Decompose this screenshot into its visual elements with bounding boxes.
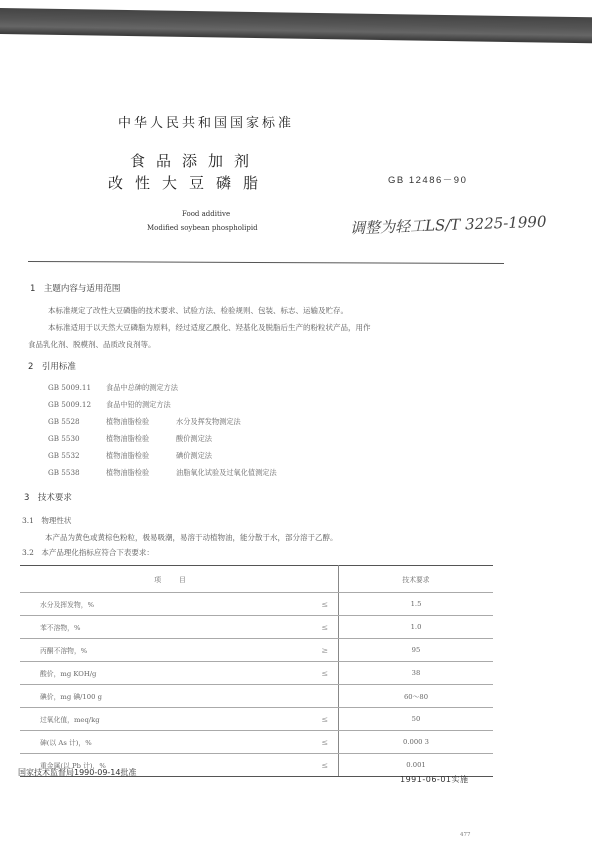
title-line-1: 食品添加剂 — [130, 152, 261, 170]
section-2-heading: 2 引用标准 — [28, 362, 76, 372]
header-requirement: 技术要求 — [339, 566, 494, 593]
ref-item: GB 5538 植物油脂检验 油脂氧化试验及过氧化值测定法 — [48, 468, 277, 477]
table-row: 砷(以 As 计)，% ≤ 0.000 3 — [20, 731, 493, 754]
section-1-heading: 1 主题内容与适用范围 — [30, 284, 121, 294]
table-row: 丙酮不溶物，% ≥ 95 — [20, 639, 493, 662]
ref-item: GB 5530 植物油脂检验 酸价测定法 — [48, 434, 212, 443]
handwritten-note: 调整为轻工LS/T 3225-1990 — [349, 212, 547, 238]
ref-item: GB 5009.12 食品中铅的测定方法 — [48, 400, 171, 409]
header-rule — [28, 261, 504, 264]
scan-artifact-band — [0, 8, 592, 43]
table-header-row — [20, 566, 493, 593]
table-row: 过氧化值，meq/kg ≤ 50 — [20, 708, 493, 731]
table-row: 酸价，mg KOH/g ≤ 38 — [20, 662, 493, 685]
section-3-2-text: 3.2 本产品理化指标应符合下表要求： — [22, 548, 154, 557]
section-1-para-1: 本标准规定了改性大豆磷脂的技术要求、试验方法、检验规则、包装、标志、运输及贮存。 — [48, 306, 348, 315]
table-row: 苯不溶物，% ≤ 1.0 — [20, 616, 493, 639]
approval-date: 国家技术监督局1990-09-14批准 — [18, 768, 137, 777]
ref-item: GB 5532 植物油脂检验 碘价测定法 — [48, 451, 212, 460]
page-number: 477 — [460, 832, 471, 838]
standard-code: GB 12486－90 — [388, 175, 468, 186]
header-item: 项目 — [20, 566, 339, 593]
section-1-para-2a: 本标准适用于以天然大豆磷脂为原料，经过适度乙酰化、羟基化及脱脂后生产的粉粒状产品，用作 — [48, 323, 371, 332]
section-1-para-2b: 食品乳化剂、脱模剂、品质改良剂等。 — [28, 340, 156, 349]
effective-date: 1991-06-01实施 — [400, 775, 469, 784]
section-3-1-heading: 3.1 物理性状 — [22, 516, 72, 525]
table-row: 碘价，mg 碘/100 g 60～80 — [20, 685, 493, 708]
table-row: 重金属(以 Pb 计)，% ≤ 0.001 — [20, 754, 493, 777]
requirements-table — [20, 565, 493, 777]
standard-type: 中华人民共和国国家标准 — [118, 116, 295, 131]
english-title-1: Food additive — [182, 210, 231, 218]
table-row: 水分及挥发物，% ≤ 1.5 — [20, 593, 493, 616]
title-line-2: 改性大豆磷脂 — [108, 174, 271, 192]
section-3-heading: 3 技术要求 — [24, 493, 72, 503]
section-3-1-text: 本产品为黄色或黄棕色粉粒，极易吸潮，易溶于动植物油，能分散于水，部分溶于乙醇。 — [45, 533, 338, 542]
ref-item: GB 5009.11 食品中总砷的测定方法 — [48, 383, 178, 392]
english-title-2: Modified soybean phospholipid — [147, 224, 258, 232]
ref-item: GB 5528 植物油脂检验 水分及挥发物测定法 — [48, 417, 241, 426]
